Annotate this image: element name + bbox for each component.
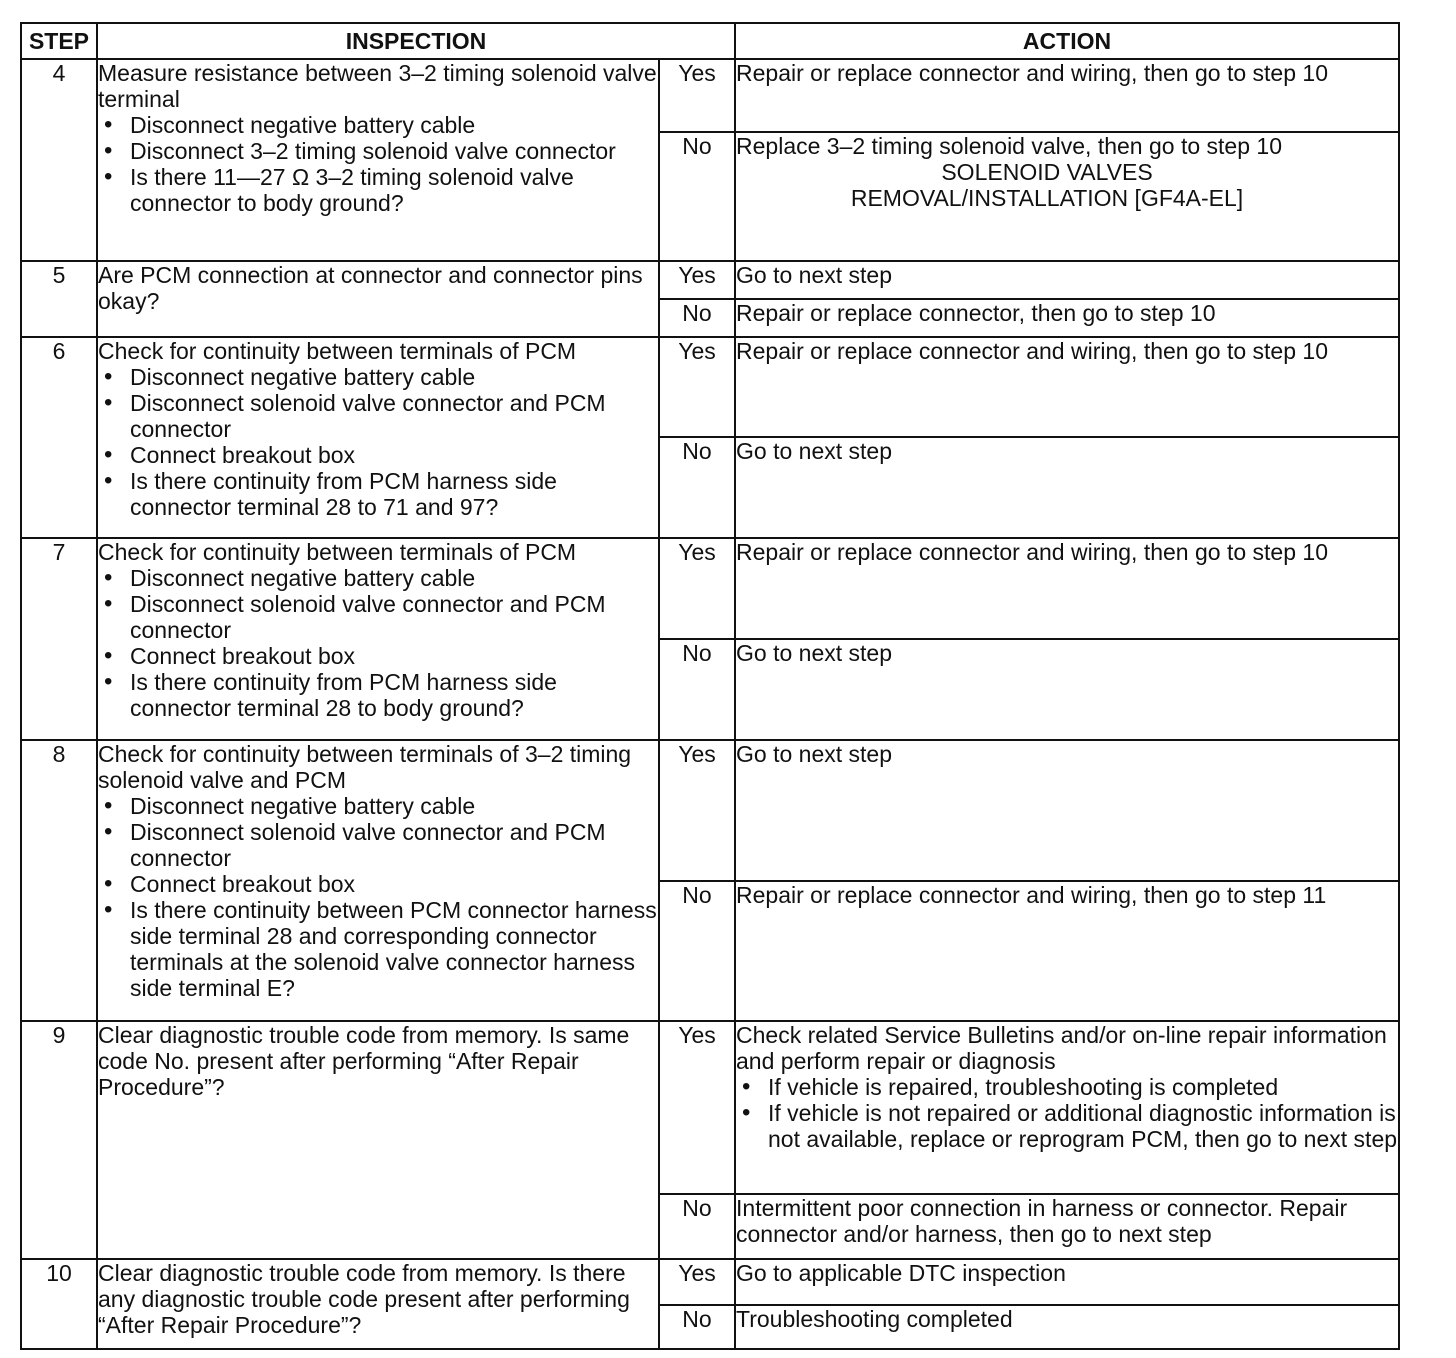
inspection-bullet: • Disconnect 3–2 timing solenoid valve connector xyxy=(98,138,658,164)
step-row xyxy=(21,261,1399,299)
no-label: No xyxy=(659,437,735,537)
inspection-bullet: • Is there 11—27 Ω 3–2 timing solenoid valve connector to body ground? xyxy=(98,164,658,216)
yes-action: Repair or replace connector and wiring, then go to step 10 xyxy=(735,59,1399,132)
step-number: 6 xyxy=(21,337,97,538)
header-action: ACTION xyxy=(735,23,1399,59)
step-number: 9 xyxy=(21,1021,97,1259)
yes-action: Go to next step xyxy=(735,740,1399,880)
header-row xyxy=(21,23,1399,59)
inspection-bullet: • Disconnect negative battery cable xyxy=(98,565,658,591)
inspection-text: Check for continuity between terminals of 3–2 timing solenoid valve and PCM xyxy=(98,741,632,794)
step-row xyxy=(21,59,1399,132)
step-row xyxy=(21,1259,1399,1305)
yes-label: Yes xyxy=(659,1021,735,1195)
inspection-bullet: • Disconnect negative battery cable xyxy=(98,793,658,819)
inspection-bullet: • Disconnect solenoid valve connector and PCM connector xyxy=(98,591,658,643)
step-row xyxy=(21,538,1399,639)
inspection-bullet: • Disconnect solenoid valve connector and PCM connector xyxy=(98,819,658,871)
no-label: No xyxy=(659,299,735,337)
inspection-bullets xyxy=(98,112,658,216)
header-step: STEP xyxy=(21,23,97,59)
reference-title: SOLENOID VALVES xyxy=(941,159,1153,186)
no-action-cell xyxy=(735,132,1399,260)
yes-action: Repair or replace connector and wiring, then go to step 10 xyxy=(735,337,1399,437)
yes-label: Yes xyxy=(659,261,735,299)
yes-action-cell xyxy=(735,1021,1399,1195)
yes-action: Go to applicable DTC inspection xyxy=(735,1259,1399,1305)
no-label: No xyxy=(659,639,735,740)
inspection-bullet: • Is there continuity from PCM harness side connector terminal 28 to body ground? xyxy=(98,669,658,721)
step-number: 7 xyxy=(21,538,97,741)
step-number: 10 xyxy=(21,1259,97,1349)
troubleshooting-table xyxy=(20,22,1400,1350)
yes-label: Yes xyxy=(659,59,735,132)
inspection-bullet: • Disconnect solenoid valve connector and PCM connector xyxy=(98,390,658,442)
no-action: Troubleshooting completed xyxy=(735,1305,1399,1349)
step-row xyxy=(21,1021,1399,1195)
action-bullet: • If vehicle is repaired, troubleshooting is completed xyxy=(736,1074,1398,1100)
inspection-bullet: • Is there continuity between PCM connector harness side terminal 28 and corresponding connector terminals at the solenoid valve connector harness side terminal E? xyxy=(98,897,658,1001)
reference-subtitle: REMOVAL/INSTALLATION [GF4A-EL] xyxy=(850,185,1244,212)
header-inspection: INSPECTION xyxy=(97,23,735,59)
action-bullet: • If vehicle is not repaired or additional diagnostic information is not available, replace or reprogram PCM, then go to next step xyxy=(736,1100,1398,1152)
no-action: Repair or replace connector, then go to step 10 xyxy=(735,299,1399,337)
inspection-bullets xyxy=(98,793,658,1001)
inspection-text: Clear diagnostic trouble code from memory. Is same code No. present after performing “After Repair Procedure”? xyxy=(97,1021,659,1259)
step-number: 4 xyxy=(21,59,97,261)
inspection-text: Measure resistance between 3–2 timing solenoid valve terminal xyxy=(98,60,657,113)
no-label: No xyxy=(659,881,735,1021)
no-action: Repair or replace connector and wiring, then go to step 11 xyxy=(735,881,1399,1021)
step-row xyxy=(21,740,1399,880)
inspection-bullet: • Connect breakout box xyxy=(98,871,658,897)
inspection-cell xyxy=(97,337,659,538)
inspection-text: Clear diagnostic trouble code from memory. Is there any diagnostic trouble code present after performing “After Repair Procedure”? xyxy=(97,1259,659,1349)
inspection-cell xyxy=(97,740,659,1021)
no-action: Go to next step xyxy=(735,639,1399,740)
step-number: 8 xyxy=(21,740,97,1021)
inspection-bullet: • Disconnect negative battery cable xyxy=(98,112,658,138)
inspection-cell xyxy=(97,59,659,261)
inspection-text: Check for continuity between terminals of PCM xyxy=(98,337,577,364)
inspection-text: Are PCM connection at connector and connector pins okay? xyxy=(97,261,659,337)
step-row xyxy=(21,337,1399,437)
no-label: No xyxy=(659,1305,735,1349)
no-label: No xyxy=(659,1194,735,1258)
no-action: Replace 3–2 timing solenoid valve, then go to step 10 xyxy=(736,133,1282,160)
action-bullets xyxy=(736,1074,1398,1152)
inspection-bullet: • Disconnect negative battery cable xyxy=(98,364,658,390)
yes-action: Go to next step xyxy=(735,261,1399,299)
inspection-bullet: • Is there continuity from PCM harness side connector terminal 28 to 71 and 97? xyxy=(98,468,658,520)
inspection-bullet: • Connect breakout box xyxy=(98,643,658,669)
yes-action: Repair or replace connector and wiring, then go to step 10 xyxy=(735,538,1399,639)
no-action: Go to next step xyxy=(735,437,1399,537)
inspection-bullets xyxy=(98,565,658,721)
yes-label: Yes xyxy=(659,740,735,880)
step-number: 5 xyxy=(21,261,97,337)
inspection-bullet: • Connect breakout box xyxy=(98,442,658,468)
inspection-bullets xyxy=(98,364,658,520)
yes-label: Yes xyxy=(659,337,735,437)
yes-label: Yes xyxy=(659,1259,735,1305)
yes-label: Yes xyxy=(659,538,735,639)
no-label: No xyxy=(659,132,735,260)
yes-action: Check related Service Bulletins and/or on-line repair information and perform repair or diagnosis xyxy=(736,1021,1387,1074)
inspection-text: Check for continuity between terminals of PCM xyxy=(98,538,577,565)
inspection-cell xyxy=(97,538,659,741)
no-action: Intermittent poor connection in harness or connector. Repair connector and/or harness, then go to next step xyxy=(735,1194,1399,1258)
